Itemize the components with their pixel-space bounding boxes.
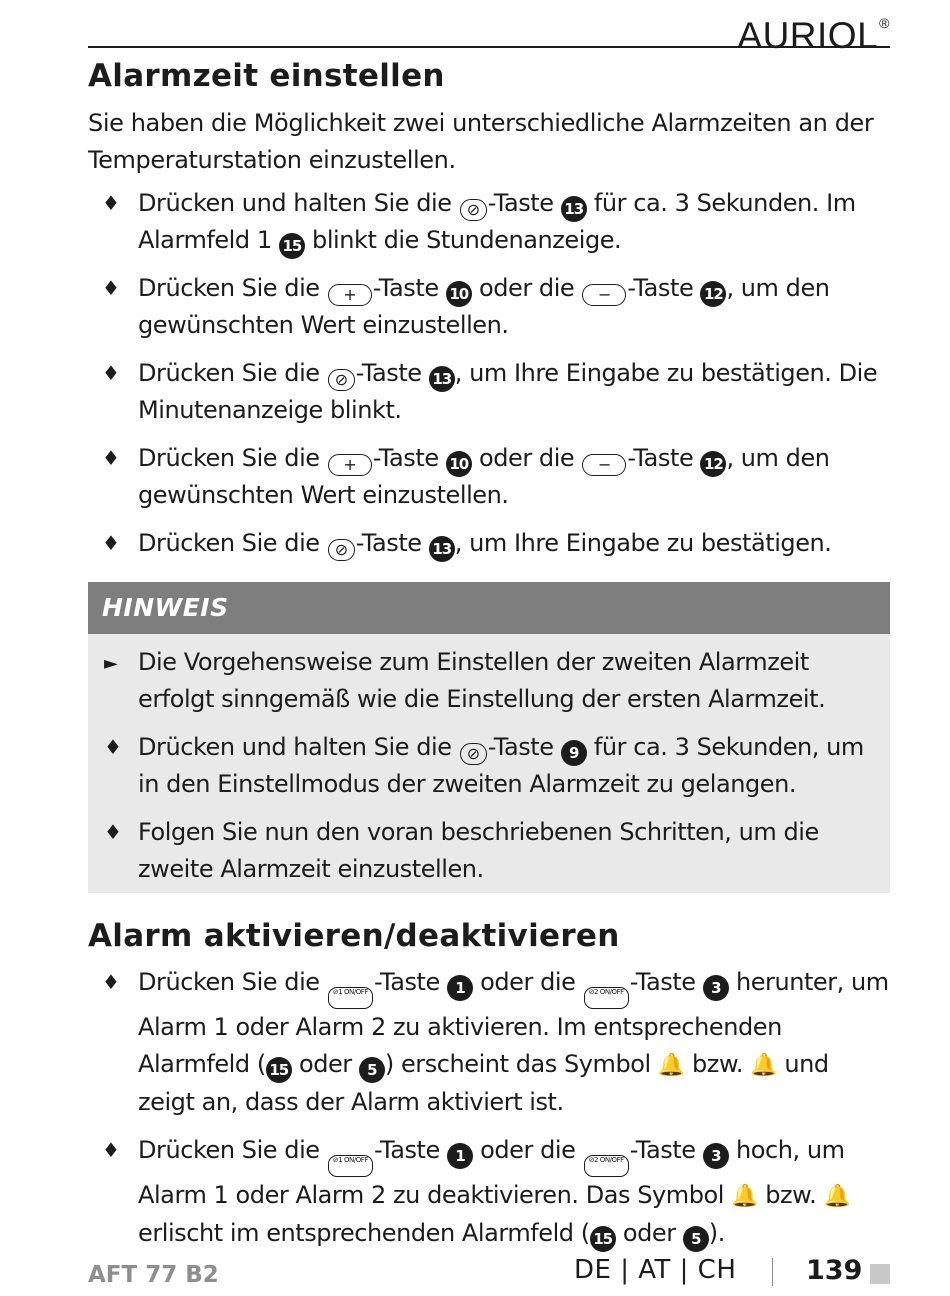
callout-number: 9 — [561, 740, 587, 766]
diamond-bullet-icon: ♦ — [102, 191, 120, 215]
bell-icon: 🔔 — [731, 1184, 759, 1209]
footer-divider — [772, 1258, 773, 1286]
note-heading: HINWEIS — [88, 582, 890, 634]
callout-number: 12 — [700, 451, 726, 477]
alarm2-onoff-key-icon: ⊘2 ON/OFF — [584, 987, 629, 1009]
note-box — [88, 582, 890, 893]
language-codes: DE | AT | CH — [574, 1255, 737, 1285]
callout-number: 13 — [561, 196, 587, 222]
alarm1-onoff-key-icon: ⊘1 ON/OFF — [328, 1155, 373, 1177]
section-title-alarm-toggle: Alarm aktivieren/deaktivieren — [88, 918, 620, 954]
alarm-time-steps — [88, 185, 890, 573]
callout-number: 15 — [266, 1057, 292, 1083]
page-footer — [88, 1252, 890, 1292]
callout-number: 3 — [703, 1143, 729, 1169]
callout-number: 15 — [590, 1226, 616, 1252]
alarm-toggle-steps — [88, 964, 890, 1263]
bell-icon: 🔔 — [823, 1184, 851, 1209]
diamond-bullet-icon: ♦ — [102, 531, 120, 555]
note-items — [88, 644, 890, 899]
step-item: ♦ Drücken Sie die ⊘1 ON/OFF -Taste 1 oder die ⊘2 ON/OFF -Taste 3 hoch, um Alarm 1 oder Alarm 2 zu deaktivieren. Das Symbol 🔔 bzw. 🔔 erlischt im entsprechenden Alarmfeld ( 15 oder 5 ). — [88, 1132, 890, 1252]
alarm-key-icon: ⊘ — [460, 743, 487, 765]
minus-key-icon: − — [582, 284, 626, 306]
section-title-alarm-time: Alarmzeit einstellen — [88, 58, 445, 94]
alarm-key-icon: ⊘ — [328, 369, 355, 391]
page-number: 139 — [806, 1255, 863, 1286]
page-header — [88, 0, 890, 56]
step-item: ♦ Drücken Sie die + -Taste 10 oder die − -Taste 12 , um den gewünschten Wert einzustellen. — [88, 270, 890, 344]
minus-key-icon: − — [582, 454, 626, 476]
step-item: ♦ Drücken Sie die ⊘ -Taste 13 , um Ihre Eingabe zu bestätigen. Die Minutenanzeige blinkt. — [88, 355, 890, 429]
alarm-key-icon: ⊘ — [460, 199, 487, 221]
step-item: ♦ Drücken Sie die + -Taste 10 oder die − -Taste 12 , um den gewünschten Wert einzustellen. — [88, 440, 890, 514]
callout-number: 5 — [359, 1057, 385, 1083]
diamond-bullet-icon: ♦ — [102, 361, 120, 385]
callout-number: 10 — [446, 281, 472, 307]
page-square-marker — [870, 1264, 890, 1284]
callout-number: 13 — [429, 366, 455, 392]
bell-icon: 🔔 — [657, 1053, 685, 1078]
triangle-bullet-icon: ► — [104, 653, 118, 674]
plus-key-icon: + — [328, 454, 372, 476]
brand-logo: AURIOL® — [737, 15, 890, 56]
callout-number: 10 — [446, 451, 472, 477]
step-item: ♦ Drücken Sie die ⊘1 ON/OFF -Taste 1 oder die ⊘2 ON/OFF -Taste 3 herunter, um Alarm 1 oder Alarm 2 zu aktivieren. Im entsprechenden Alarmfeld ( 15 oder 5 ) erscheint das Symbol 🔔 bzw. 🔔 und zeigt an, dass der Alarm aktiviert ist. — [88, 964, 890, 1121]
alarm1-onoff-key-icon: ⊘1 ON/OFF — [328, 987, 373, 1009]
diamond-bullet-icon: ♦ — [102, 970, 120, 994]
diamond-bullet-icon: ♦ — [102, 276, 120, 300]
alarm-key-icon: ⊘ — [328, 539, 355, 561]
callout-number: 1 — [447, 1143, 473, 1169]
step-item: ♦ Drücken und halten Sie die ⊘ -Taste 13 für ca. 3 Sekunden. Im Alarmfeld 1 15 blinkt die Stundenanzeige. — [88, 185, 890, 259]
callout-number: 5 — [683, 1226, 709, 1252]
callout-number: 1 — [447, 975, 473, 1001]
diamond-bullet-icon: ♦ — [104, 820, 122, 844]
callout-number: 13 — [429, 536, 455, 562]
diamond-bullet-icon: ♦ — [102, 1138, 120, 1162]
note-item: ► Die Vorgehensweise zum Einstellen der zweiten Alarmzeit erfolgt sinngemäß wie die Einstellung der ersten Alarmzeit. — [88, 644, 890, 718]
bell-icon: 🔔 — [750, 1053, 778, 1078]
callout-number: 15 — [279, 233, 305, 259]
diamond-bullet-icon: ♦ — [102, 446, 120, 470]
step-item: ♦ Drücken Sie die ⊘ -Taste 13 , um Ihre Eingabe zu bestätigen. — [88, 525, 890, 562]
model-number: AFT 77 B2 — [88, 1262, 219, 1288]
diamond-bullet-icon: ♦ — [104, 735, 122, 759]
note-item: ♦ Folgen Sie nun den voran beschriebenen Schritten, um die zweite Alarmzeit einzustellen. — [88, 814, 890, 888]
callout-number: 3 — [703, 975, 729, 1001]
alarm2-onoff-key-icon: ⊘2 ON/OFF — [584, 1155, 629, 1177]
intro-paragraph: Sie haben die Möglichkeit zwei unterschiedliche Alarmzeiten an der Temperaturstation einzustellen. — [88, 109, 874, 174]
plus-key-icon: + — [328, 284, 372, 306]
callout-number: 12 — [700, 281, 726, 307]
note-item: ♦ Drücken und halten Sie die ⊘ -Taste 9 für ca. 3 Sekunden, um in den Einstellmodus der zweiten Alarmzeit zu gelangen. — [88, 729, 890, 803]
